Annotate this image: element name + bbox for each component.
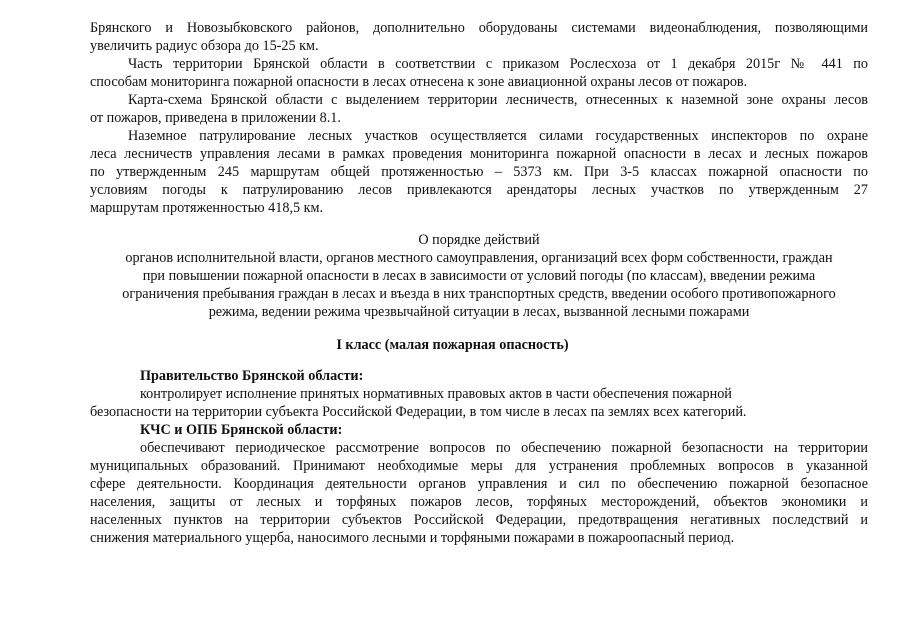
patrol-paragraph	[90, 127, 868, 217]
text-line: условиям погоды к патрулированию лесов привлекаются арендаторы лесных участков по утвержденным 27	[90, 182, 868, 198]
text-line: режима, ведении режима чрезвычайной ситуации в лесах, вызванной лесными пожарами	[208, 304, 750, 320]
order-subtitle	[90, 249, 868, 321]
text-line: контролирует исполнение принятых нормативных правовых актов в части обеспечения пожарной	[140, 386, 732, 402]
text-line: способам мониторинга пожарной опасности в лесах отнесена к зоне авиационной охраны лесов от пожаров.	[90, 74, 748, 90]
map-paragraph	[90, 91, 868, 127]
text-line: леса лесничеств управления лесами в рамках проведения мониторинга пожарной опасности в лесах и лесных пожаров	[90, 146, 868, 162]
rosleshoz-paragraph	[90, 55, 868, 91]
government-paragraph	[90, 385, 868, 421]
text-line: Брянского и Новозыбковского районов, дополнительно оборудованы системами видеонаблюдения, позволяющими	[90, 20, 868, 36]
text-line: от пожаров, приведена в приложении 8.1.	[90, 110, 341, 126]
text-line: снижения материального ущерба, наносимого лесными и торфяными пожарами в пожароопасный период.	[90, 530, 735, 546]
text-line: сфере деятельности. Координация деятельности органов управления и сил по обеспечению пожарной безопасное	[90, 476, 868, 492]
text-line: при повышении пожарной опасности в лесах в зависимости от условий погоды (по классам), введении режима	[142, 268, 816, 284]
order-title: О порядке действий	[418, 232, 540, 248]
text-line: по утвержденным 245 маршрутам общей протяженностью – 5373 км. При 3-5 классах пожарной опасности по	[90, 164, 868, 180]
text-line: органов исполнительной власти, органов местного самоуправления, организаций всех форм собственности, граждан	[125, 250, 833, 266]
text-line: Карта-схема Брянской области с выделением территории лесничеств, отнесенных к наземной зоне охраны лесов	[128, 92, 868, 108]
text-line: обеспечивают периодическое рассмотрение вопросов по обеспечению пожарной безопасности на территории	[140, 440, 868, 456]
kchs-paragraph	[90, 439, 868, 547]
text-line: маршрутам протяженностью 418,5 км.	[90, 200, 324, 216]
text-line: Наземное патрулирование лесных участков осуществляется силами государственных инспекторов по охране	[128, 128, 868, 144]
text-line: увеличить радиус обзора до 15-25 км.	[90, 38, 319, 54]
text-line: Часть территории Брянской области в соответствии с приказом Рослесхоза от 1 декабря 2015г № 441 по	[128, 56, 868, 72]
government-heading: Правительство Брянской области:	[140, 368, 364, 384]
kchs-heading: КЧС и ОПБ Брянской области:	[140, 422, 343, 438]
text-line: безопасности на территории субъекта Российской Федерации, в том числе в лесах па землях всех категорий.	[90, 404, 747, 420]
intro-paragraph	[90, 19, 868, 55]
class-heading: I класс (малая пожарная опасность)	[336, 337, 569, 353]
text-line: населения, защиты от лесных и торфяных пожаров лесов, торфяных месторождений, объектов экономики и	[90, 494, 868, 510]
text-line: муниципальных образований. Принимают необходимые меры для устранения проблемных вопросов в указанной	[90, 458, 868, 474]
text-line: населенных пунктов на территории субъектов Российской Федерации, предотвращения негативных последствий и	[90, 512, 868, 528]
text-line: ограничения пребывания граждан в лесах и въезда в них транспортных средств, введении особого противопожарного	[122, 286, 836, 302]
